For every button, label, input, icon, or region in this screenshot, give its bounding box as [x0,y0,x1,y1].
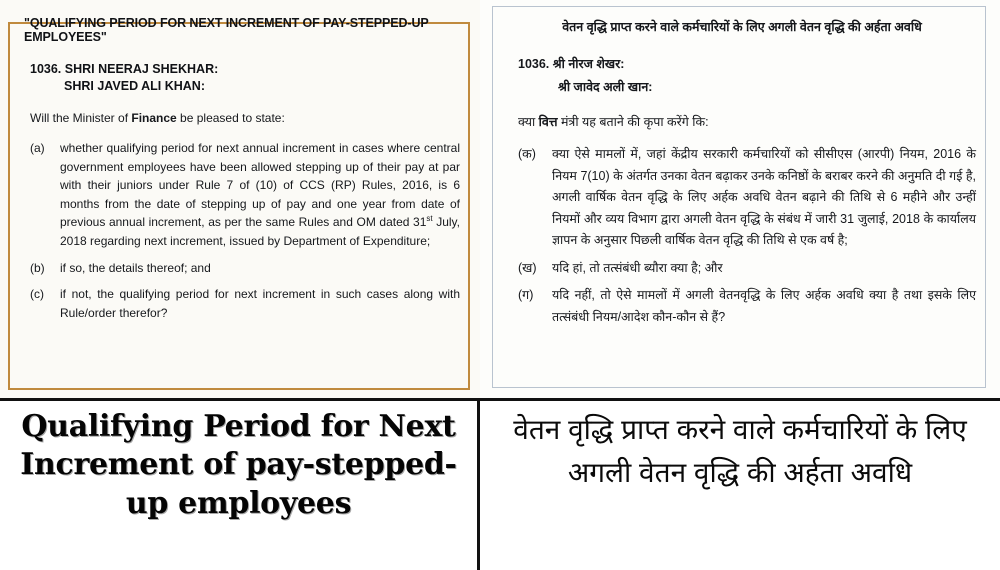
hindi-item-ga [518,285,976,328]
english-item-b-mark: (b) [30,260,45,275]
hindi-item-kha-body: यदि हां, तो तत्संबंधी ब्यौरा क्या है; और [552,260,723,275]
banner-row [0,398,1000,570]
english-item-b [30,259,460,278]
english-item-a-text-1: whether qualifying period for next annual increment in cases where central government employees have been allowed stepping up of their pay at par with their juniors under Rule 7 of (10) of CCS (RP) Rules, 2016, is 6 months from the date of stepping up of pay and one year from date of previous annual increment, as per the same Rules and OM dated 31 [60,141,460,230]
hindi-lead-suffix: मंत्री यह बताने की कृपा करेंगे कि: [557,115,709,129]
english-document-text [10,16,472,322]
hindi-scan-panel [480,0,1000,398]
hindi-item-ka-body: क्या ऐसे मामलों में, जहां केंद्रीय सरकारी कर्मचारियों को सीसीएस (आरपी) नियम, 2016 के नियम 7(10) के अंतर्गत उनका वेतन बढ़ाकर उनके कनिष्ठों के बराबर करने की अनुमति दी गई है, अगली वार्षिक वेतन वृद्धि के लिए अर्हक अवधि वेतन बढ़ाने की तिथि से 6 महीने और उन्हीं नियमों और व्यय विभाग द्वारा अगली वेतन वृद्धि के संबंध में जारी 31 जुलाई, 2018 के कार्यालय ज्ञापन के अनुसार पिछली वार्षिक वेतन वृद्धि की तिथि से एक वर्ष है; [552,147,976,247]
english-member-2: SHRI JAVED ALI KHAN: [64,79,205,93]
hindi-member-1: श्री नीरज शेखर: [552,57,625,71]
english-question-number: 1036. [30,62,62,76]
english-scan-panel [0,0,480,398]
hindi-lead-ministry: वित्त [538,115,558,129]
english-item-a [30,139,460,251]
english-item-b-body: if so, the details thereof; and [60,260,211,275]
english-item-a-superscript: st [426,214,433,224]
english-item-c-body: if not, the qualifying period for next increment in such cases along with Rule/order therefor? [60,287,460,320]
hindi-document-text [494,18,990,328]
hindi-lead-prefix: क्या [518,115,539,129]
english-lead-prefix: Will the Minister of [30,111,132,125]
english-question-number-block [30,62,472,93]
english-lead-suffix: be pleased to state: [176,111,285,125]
hindi-question-number: 1036. [518,57,550,71]
english-heading: "QUALIFYING PERIOD FOR NEXT INCREMENT OF PAY-STEPPED-UP EMPLOYEES" [24,16,429,44]
hindi-banner-title: वेतन वृद्धि प्राप्त करने वाले कर्मचारियों के लिए अगली वेतन वृद्धि की अर्हता अवधि [513,414,967,488]
hindi-heading: वेतन वृद्धि प्राप्त करने वाले कर्मचारियों के लिए अगली वेतन वृद्धि की अर्हता अवधि [562,20,922,34]
english-item-c-mark: (c) [30,287,44,302]
english-banner-panel [0,398,480,570]
hindi-item-kha [518,258,976,280]
english-banner-title: Qualifying Period for Next Increment of pay-stepped-up employees [20,409,457,521]
english-member-1: SHRI NEERAJ SHEKHAR: [64,62,219,76]
english-item-a-text-2: July, 2018 regarding next increment, issued by Department of Expenditure; [60,215,460,248]
hindi-item-ka [518,144,976,252]
english-lead-line [30,111,472,125]
english-item-a-body [60,139,460,251]
hindi-item-ga-body: यदि नहीं, तो ऐसे मामलों में अगली वेतनवृद्धि के लिए अर्हक अवधि क्या है तथा इसके लिए तत्संबंधी नियम/आदेश कौन-कौन से हैं? [552,288,976,324]
hindi-item-kha-mark: (ख) [518,260,537,275]
hindi-item-ka-mark: (क) [518,147,536,161]
hindi-banner-panel [480,398,1000,570]
english-lead-ministry: Finance [131,111,177,125]
hindi-lead-line [518,113,990,130]
english-item-a-mark: (a) [30,141,45,155]
hindi-item-ga-mark: (ग) [518,288,534,302]
hindi-question-number-block [518,55,990,95]
english-item-c [30,285,460,322]
hindi-member-2: श्री जावेद अली खान: [558,80,653,94]
